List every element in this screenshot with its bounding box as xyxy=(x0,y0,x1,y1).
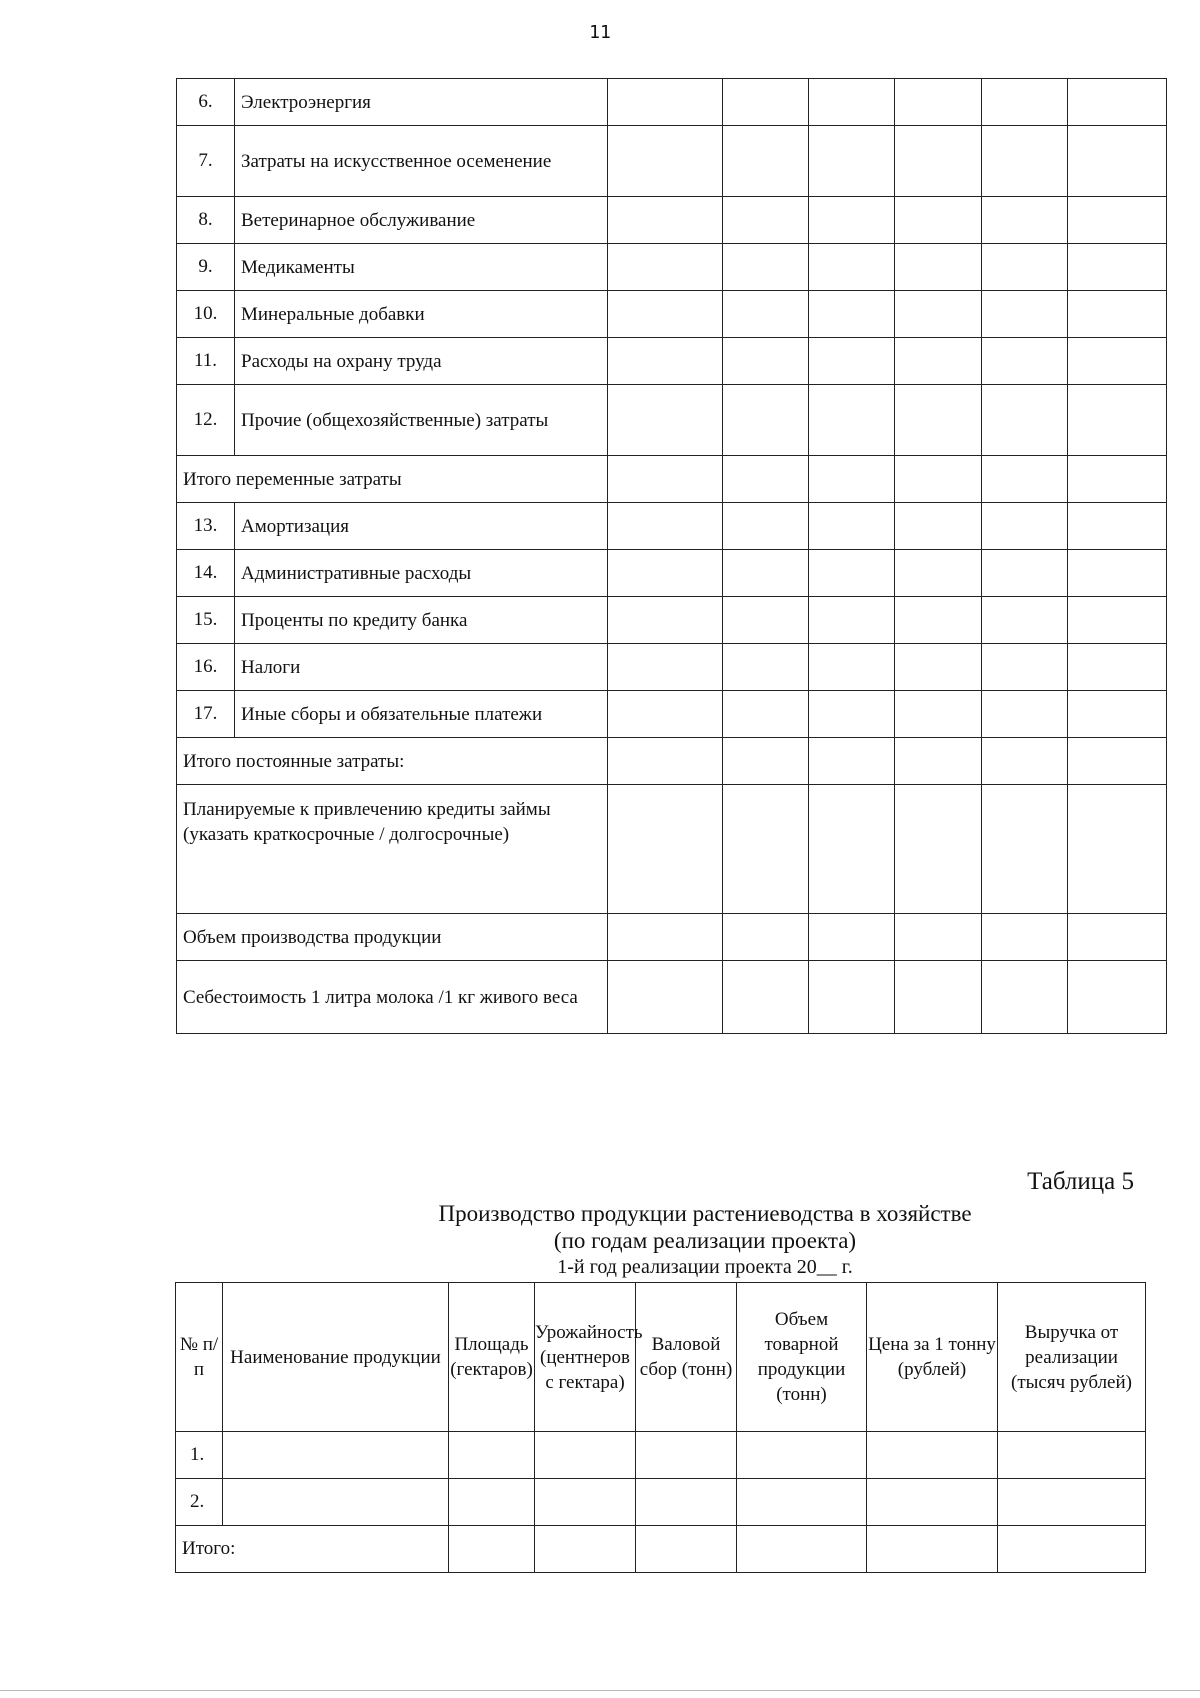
cost-value-cell xyxy=(982,597,1068,644)
cost-value-cell xyxy=(809,244,895,291)
cost-row-name: Проценты по кредиту банка xyxy=(235,597,608,644)
cost-row-number: 6. xyxy=(177,79,235,126)
cost-value-cell xyxy=(895,456,982,503)
cost-value-cell xyxy=(608,338,723,385)
cost-value-cell xyxy=(982,456,1068,503)
cost-value-cell xyxy=(809,691,895,738)
header-num: № п/п xyxy=(176,1283,223,1432)
cost-table-row xyxy=(177,79,1167,126)
cost-row-number: 13. xyxy=(177,503,235,550)
cost-value-cell xyxy=(723,691,809,738)
cost-value-cell xyxy=(608,785,723,914)
cost-value-cell xyxy=(895,79,982,126)
cost-value-cell xyxy=(982,785,1068,914)
cost-value-cell xyxy=(982,338,1068,385)
cost-row-number: 7. xyxy=(177,126,235,197)
cost-value-cell xyxy=(1068,691,1167,738)
cost-value-cell xyxy=(809,961,895,1034)
cost-row-label: Объем производства продукции xyxy=(177,914,608,961)
table5-title xyxy=(0,1200,1200,1281)
cost-value-cell xyxy=(895,785,982,914)
cost-row-number: 10. xyxy=(177,291,235,338)
cost-row-name: Прочие (общехозяйственные) затраты xyxy=(235,385,608,456)
cost-value-cell xyxy=(895,738,982,785)
cost-row-number: 11. xyxy=(177,338,235,385)
production-total-cell xyxy=(449,1526,535,1573)
cost-value-cell xyxy=(608,456,723,503)
cost-value-cell xyxy=(1068,385,1167,456)
bottom-rule xyxy=(0,1690,1200,1691)
cost-value-cell xyxy=(1068,550,1167,597)
cost-row-label: Итого постоянные затраты: xyxy=(177,738,608,785)
cost-value-cell xyxy=(1068,644,1167,691)
cost-value-cell xyxy=(809,550,895,597)
cost-value-cell xyxy=(809,503,895,550)
header-gross-harvest: Валовой сбор (тонн) xyxy=(636,1283,737,1432)
header-marketable-volume: Объем товарной продукции (тонн) xyxy=(737,1283,867,1432)
cost-value-cell xyxy=(982,550,1068,597)
production-total-label: Итого: xyxy=(176,1526,449,1573)
production-value-cell xyxy=(867,1479,998,1526)
cost-value-cell xyxy=(608,550,723,597)
cost-value-cell xyxy=(895,291,982,338)
cost-value-cell xyxy=(1068,79,1167,126)
cost-table-row xyxy=(177,644,1167,691)
cost-table-row xyxy=(177,456,1167,503)
cost-row-name: Амортизация xyxy=(235,503,608,550)
production-value-cell xyxy=(636,1432,737,1479)
cost-value-cell xyxy=(608,79,723,126)
production-total-cell xyxy=(636,1526,737,1573)
header-revenue: Выручка от реализации (тысяч рублей) xyxy=(998,1283,1146,1432)
cost-value-cell xyxy=(608,914,723,961)
cost-value-cell xyxy=(895,385,982,456)
production-value-cell xyxy=(998,1432,1146,1479)
cost-value-cell xyxy=(723,550,809,597)
cost-value-cell xyxy=(608,644,723,691)
cost-row-name: Административные расходы xyxy=(235,550,608,597)
production-row xyxy=(176,1479,1146,1526)
cost-value-cell xyxy=(608,597,723,644)
cost-value-cell xyxy=(895,550,982,597)
cost-value-cell xyxy=(982,385,1068,456)
cost-row-number: 8. xyxy=(177,197,235,244)
cost-table-row xyxy=(177,503,1167,550)
cost-value-cell xyxy=(608,961,723,1034)
table5-title-line1: Производство продукции растениеводства в хозяйстве xyxy=(438,1201,972,1226)
cost-value-cell xyxy=(1068,914,1167,961)
cost-value-cell xyxy=(982,79,1068,126)
production-value-cell xyxy=(449,1479,535,1526)
cost-value-cell xyxy=(723,456,809,503)
page-number: 11 xyxy=(589,22,611,43)
cost-table-row xyxy=(177,385,1167,456)
cost-value-cell xyxy=(895,597,982,644)
cost-table-row xyxy=(177,338,1167,385)
production-value-cell xyxy=(535,1432,636,1479)
production-value-cell xyxy=(636,1479,737,1526)
cost-value-cell xyxy=(809,385,895,456)
production-value-cell xyxy=(867,1432,998,1479)
cost-table-row xyxy=(177,126,1167,197)
cost-value-cell xyxy=(1068,785,1167,914)
cost-row-name: Минеральные добавки xyxy=(235,291,608,338)
cost-value-cell xyxy=(723,338,809,385)
cost-value-cell xyxy=(809,126,895,197)
cost-value-cell xyxy=(723,914,809,961)
table5-label: Таблица 5 xyxy=(1027,1168,1134,1195)
table5-title-line3: 1-й год реализации проекта 20__ г. xyxy=(557,1256,853,1278)
cost-row-number: 16. xyxy=(177,644,235,691)
cost-row-name: Затраты на искусственное осеменение xyxy=(235,126,608,197)
cost-table-row xyxy=(177,691,1167,738)
table5-title-line2: (по годам реализации проекта) xyxy=(553,1228,857,1253)
cost-value-cell xyxy=(1068,291,1167,338)
cost-value-cell xyxy=(608,691,723,738)
cost-value-cell xyxy=(723,597,809,644)
cost-value-cell xyxy=(982,503,1068,550)
production-value-cell xyxy=(535,1479,636,1526)
production-total-cell xyxy=(867,1526,998,1573)
cost-value-cell xyxy=(608,738,723,785)
production-value-cell xyxy=(998,1479,1146,1526)
header-price-per-ton: Цена за 1 тонну (рублей) xyxy=(867,1283,998,1432)
cost-value-cell xyxy=(982,738,1068,785)
cost-value-cell xyxy=(1068,244,1167,291)
cost-value-cell xyxy=(723,197,809,244)
cost-table-row xyxy=(177,961,1167,1034)
production-value-cell xyxy=(737,1479,867,1526)
cost-value-cell xyxy=(809,291,895,338)
cost-row-number: 9. xyxy=(177,244,235,291)
cost-row-name: Медикаменты xyxy=(235,244,608,291)
cost-value-cell xyxy=(1068,597,1167,644)
cost-value-cell xyxy=(723,785,809,914)
cost-value-cell xyxy=(608,126,723,197)
cost-table-row xyxy=(177,197,1167,244)
production-total-cell xyxy=(737,1526,867,1573)
cost-value-cell xyxy=(608,244,723,291)
cost-value-cell xyxy=(895,503,982,550)
cost-value-cell xyxy=(608,385,723,456)
cost-value-cell xyxy=(1068,503,1167,550)
cost-value-cell xyxy=(1068,197,1167,244)
cost-table-row xyxy=(177,738,1167,785)
header-product-name: Наименование продукции xyxy=(223,1283,449,1432)
production-table xyxy=(175,1282,1146,1573)
cost-value-cell xyxy=(982,691,1068,738)
cost-value-cell xyxy=(895,244,982,291)
cost-table-row xyxy=(177,785,1167,914)
cost-row-label: Себестоимость 1 литра молока /1 кг живого веса xyxy=(177,961,608,1034)
cost-value-cell xyxy=(723,738,809,785)
cost-table-row xyxy=(177,550,1167,597)
cost-table-row xyxy=(177,291,1167,338)
cost-value-cell xyxy=(723,291,809,338)
cost-value-cell xyxy=(982,244,1068,291)
cost-value-cell xyxy=(608,291,723,338)
cost-value-cell xyxy=(982,644,1068,691)
cost-value-cell xyxy=(608,197,723,244)
cost-value-cell xyxy=(895,644,982,691)
cost-table-row xyxy=(177,914,1167,961)
cost-value-cell xyxy=(895,914,982,961)
cost-row-label: Планируемые к привлечению кредиты займы (указать краткосрочные / долгосрочные) xyxy=(177,785,608,914)
production-row-number: 2. xyxy=(176,1479,223,1526)
cost-value-cell xyxy=(723,961,809,1034)
cost-value-cell xyxy=(982,961,1068,1034)
cost-value-cell xyxy=(982,197,1068,244)
cost-value-cell xyxy=(723,503,809,550)
production-row xyxy=(176,1432,1146,1479)
cost-row-name: Иные сборы и обязательные платежи xyxy=(235,691,608,738)
cost-row-name: Расходы на охрану труда xyxy=(235,338,608,385)
production-total-cell xyxy=(998,1526,1146,1573)
cost-value-cell xyxy=(1068,738,1167,785)
cost-value-cell xyxy=(608,503,723,550)
cost-value-cell xyxy=(809,785,895,914)
production-value-cell xyxy=(223,1479,449,1526)
production-row-number: 1. xyxy=(176,1432,223,1479)
cost-row-name: Ветеринарное обслуживание xyxy=(235,197,608,244)
cost-value-cell xyxy=(809,456,895,503)
cost-table-row xyxy=(177,597,1167,644)
header-area: Площадь (гектаров) xyxy=(449,1283,535,1432)
cost-value-cell xyxy=(723,79,809,126)
cost-value-cell xyxy=(982,291,1068,338)
cost-value-cell xyxy=(1068,961,1167,1034)
production-total-cell xyxy=(535,1526,636,1573)
production-total-row xyxy=(176,1526,1146,1573)
cost-value-cell xyxy=(809,738,895,785)
cost-value-cell xyxy=(895,961,982,1034)
cost-value-cell xyxy=(895,126,982,197)
cost-row-label: Итого переменные затраты xyxy=(177,456,608,503)
cost-value-cell xyxy=(723,644,809,691)
cost-value-cell xyxy=(809,644,895,691)
cost-value-cell xyxy=(723,126,809,197)
cost-row-name: Электроэнергия xyxy=(235,79,608,126)
cost-table-row xyxy=(177,244,1167,291)
production-header-row xyxy=(176,1283,1146,1432)
cost-table xyxy=(176,78,1167,1034)
cost-value-cell xyxy=(809,914,895,961)
cost-value-cell xyxy=(895,691,982,738)
cost-value-cell xyxy=(1068,126,1167,197)
production-value-cell xyxy=(449,1432,535,1479)
cost-value-cell xyxy=(982,914,1068,961)
cost-value-cell xyxy=(723,244,809,291)
cost-value-cell xyxy=(982,126,1068,197)
cost-value-cell xyxy=(809,338,895,385)
cost-value-cell xyxy=(809,597,895,644)
production-value-cell xyxy=(223,1432,449,1479)
cost-value-cell xyxy=(895,338,982,385)
cost-value-cell xyxy=(809,197,895,244)
cost-row-name: Налоги xyxy=(235,644,608,691)
cost-value-cell xyxy=(723,385,809,456)
cost-row-number: 17. xyxy=(177,691,235,738)
cost-value-cell xyxy=(809,79,895,126)
production-value-cell xyxy=(737,1432,867,1479)
cost-value-cell xyxy=(1068,456,1167,503)
cost-row-number: 14. xyxy=(177,550,235,597)
cost-value-cell xyxy=(895,197,982,244)
cost-value-cell xyxy=(1068,338,1167,385)
cost-row-number: 12. xyxy=(177,385,235,456)
header-yield: Урожайность (центнеров с гектара) xyxy=(535,1283,636,1432)
cost-row-number: 15. xyxy=(177,597,235,644)
